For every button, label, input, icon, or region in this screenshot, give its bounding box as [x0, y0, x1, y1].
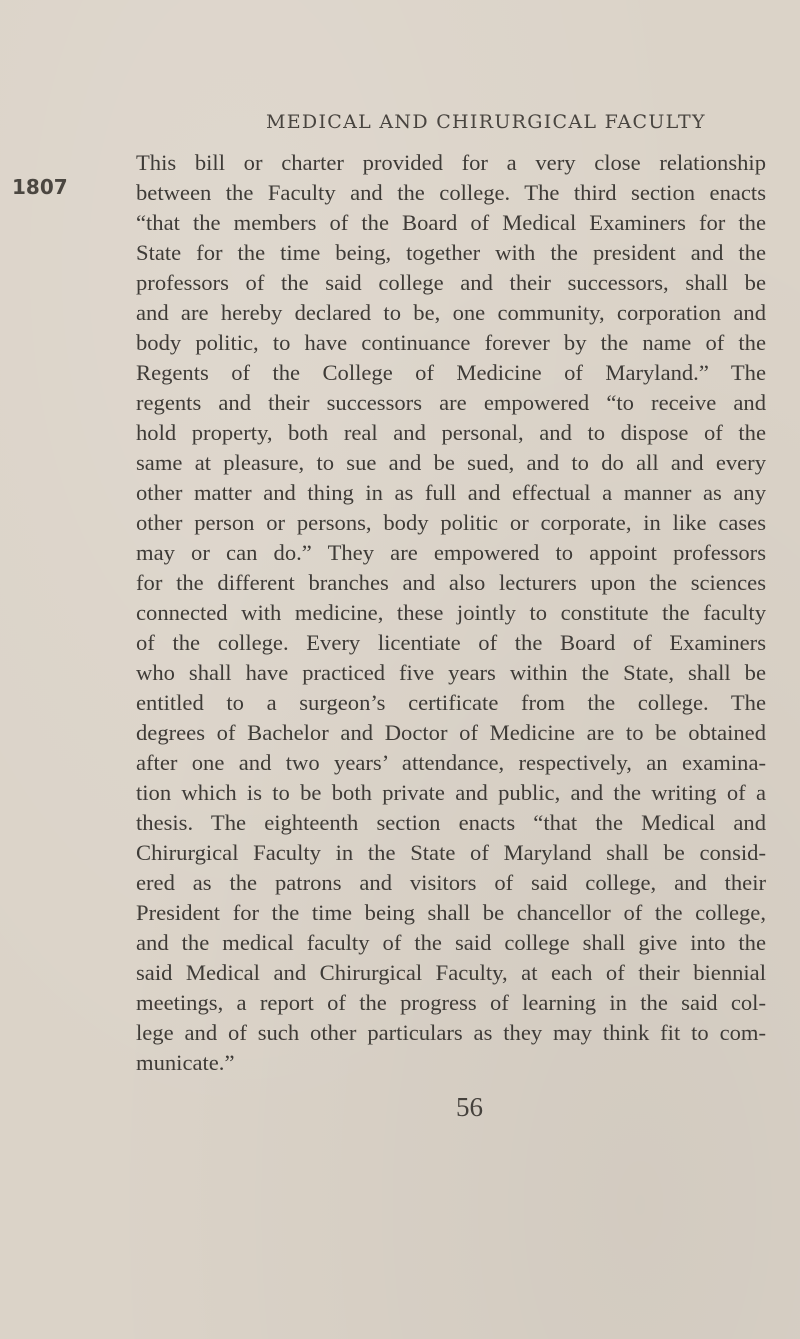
- margin-year: 1807: [12, 175, 68, 199]
- text-line: other person or persons, body politic or corporate, in like cases: [136, 510, 766, 535]
- text-line: between the Faculty and the college. The third section enacts: [136, 180, 766, 205]
- text-line: lege and of such other particulars as they may think fit to com-: [136, 1020, 766, 1045]
- text-line: who shall have practiced five years within the State, shall be: [136, 660, 766, 685]
- text-line: same at pleasure, to sue and be sued, and to do all and every: [136, 450, 766, 475]
- text-line: entitled to a surgeon’s certificate from the college. The: [136, 690, 766, 715]
- text-line: tion which is to be both private and public, and the writing of a: [136, 780, 766, 805]
- text-line: Regents of the College of Medicine of Maryland.” The: [136, 360, 766, 385]
- text-line: may or can do.” They are empowered to appoint professors: [136, 540, 766, 565]
- text-line: President for the time being shall be chancellor of the college,: [136, 900, 766, 925]
- text-line: and the medical faculty of the said college shall give into the: [136, 930, 766, 955]
- text-line: regents and their successors are empowered “to receive and: [136, 390, 766, 415]
- text-line: other matter and thing in as full and effectual a manner as any: [136, 480, 766, 505]
- text-line: meetings, a report of the progress of learning in the said col-: [136, 990, 766, 1015]
- text-line: Chirurgical Faculty in the State of Maryland shall be consid-: [136, 840, 766, 865]
- text-line: State for the time being, together with the president and the: [136, 240, 766, 265]
- text-line: ered as the patrons and visitors of said college, and their: [136, 870, 766, 895]
- text-line: degrees of Bachelor and Doctor of Medicine are to be obtained: [136, 720, 766, 745]
- text-line: connected with medicine, these jointly to constitute the faculty: [136, 600, 766, 625]
- text-line: thesis. The eighteenth section enacts “that the Medical and: [136, 810, 766, 835]
- text-line: said Medical and Chirurgical Faculty, at each of their biennial: [136, 960, 766, 985]
- text-line: “that the members of the Board of Medical Examiners for the: [136, 210, 766, 235]
- text-line: professors of the said college and their successors, shall be: [136, 270, 766, 295]
- text-line: hold property, both real and personal, and to dispose of the: [136, 420, 766, 445]
- text-line: and are hereby declared to be, one community, corporation and: [136, 300, 766, 325]
- text-line: after one and two years’ attendance, respectively, an examina-: [136, 750, 766, 775]
- text-line: body politic, to have continuance forever by the name of the: [136, 330, 766, 355]
- text-line: This bill or charter provided for a very close relationship: [136, 150, 766, 175]
- page-number: 56: [456, 1092, 483, 1122]
- text-line: for the different branches and also lecturers upon the sciences: [136, 570, 766, 595]
- running-head: MEDICAL AND CHIRURGICAL FACULTY: [266, 111, 706, 133]
- text-line: of the college. Every licentiate of the Board of Examiners: [136, 630, 766, 655]
- text-line: municate.”: [136, 1050, 235, 1075]
